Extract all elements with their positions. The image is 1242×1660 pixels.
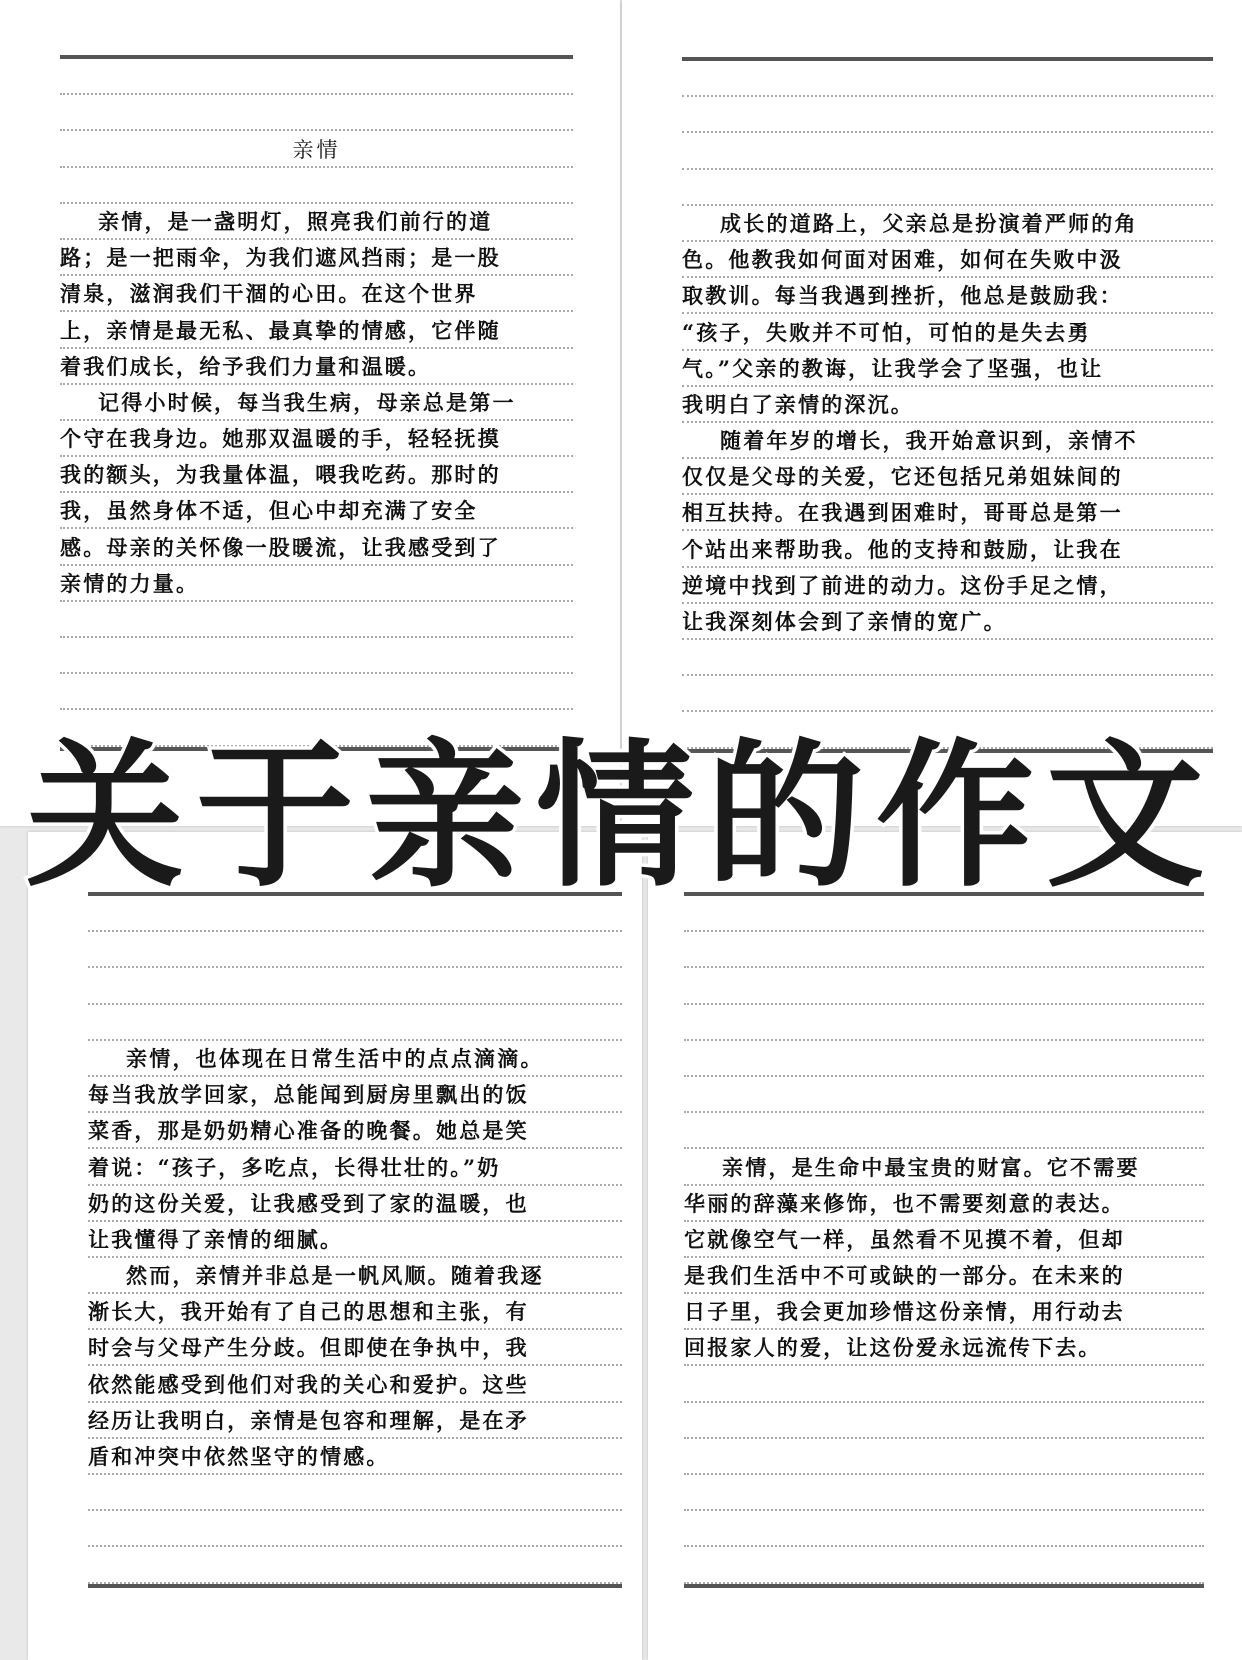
text-line-content: 是我们生活中不可或缺的一部分。在未来的 [684,1263,1125,1289]
text-line-content: 记得小时候，每当我生病，母亲总是第一 [60,389,516,415]
text-line-content: 相互扶持。在我遇到困难时，哥哥总是第一 [682,500,1123,526]
text-line-content: 气。”父亲的教诲，让我学会了坚强，也让 [682,355,1104,381]
text-line [60,493,573,529]
blank-line [88,1547,622,1583]
text-line-content: 盾和冲突中依然坚守的情感。 [88,1444,390,1469]
text-line-content: 感。母亲的关怀像一股暖流，让我感受到了 [60,534,501,560]
text-line [682,423,1213,459]
essay-page-4 [648,832,1242,1660]
bottom-rule [88,1584,622,1588]
blank-line [684,1041,1204,1077]
text-line [684,1186,1204,1222]
text-line [60,276,573,312]
text-line-content: 时会与父母产生分歧。但即使在争执中，我 [88,1335,529,1361]
text-line-content: 亲情，是一盏明灯，照亮我们前行的道 [60,208,493,234]
text-line-content: 经历让我明白，亲情是包容和理解，是在矛 [88,1407,529,1433]
blank-line [682,97,1213,133]
text-line [684,1330,1204,1366]
text-line [60,240,573,276]
text-line-content: 清泉，滋润我们干涸的心田。在这个世界 [60,281,478,307]
text-line-content: 上，亲情是最无私、最真挚的情感，它伴随 [60,317,501,343]
text-line [88,1294,622,1330]
blank-line [88,968,622,1004]
text-line-content: 着我们成长，给予我们力量和温暖。 [60,353,432,379]
blank-line [684,1005,1204,1041]
blank-line [682,133,1213,169]
blank-line [684,1475,1204,1511]
text-line [88,1258,622,1294]
text-line [684,1149,1204,1185]
text-line [684,1294,1204,1330]
text-line-content: 色。他教我如何面对困难，如何在失败中汲 [682,247,1123,273]
text-line-content: 亲情，也体现在日常生活中的点点滴滴。 [88,1045,544,1071]
blank-line [684,1077,1204,1113]
ruled-area [682,57,1213,753]
title-line [60,131,573,167]
text-line [60,349,573,385]
text-line [88,1366,622,1402]
blank-line [684,1547,1204,1583]
blank-line [684,932,1204,968]
blank-line [684,1113,1204,1149]
text-line-content: 渐长大，我开始有了自己的思想和主张，有 [88,1299,529,1325]
text-line [684,1222,1204,1258]
blank-line [88,932,622,968]
blank-line [60,95,573,131]
text-line [60,204,573,240]
text-line-content: 我，虽然身体不适，但心中却充满了安全 [60,498,478,524]
ruled-area [88,892,622,1588]
blank-line [682,170,1213,206]
text-line-content: 每当我放学回家，总能闻到厨房里飘出的饭 [88,1082,529,1108]
blank-line [682,61,1213,97]
text-line [682,495,1213,531]
text-line-content: 随着年岁的增长，我开始意识到，亲情不 [682,428,1138,454]
text-line-content: 奶的这份关爱，让我感受到了家的温暖，也 [88,1190,529,1216]
blank-line [88,1475,622,1511]
text-line-content: 回报家人的爱，让这份爱永远流传下去。 [684,1335,1102,1361]
text-line-content: 我的额头，为我量体温，喂我吃药。那时的 [60,462,501,488]
text-line-content: 然而，亲情并非总是一帆风顺。随着我逐 [88,1263,544,1289]
text-line-content: 让我懂得了亲情的细腻。 [88,1226,344,1252]
text-line [60,566,573,602]
blank-line [60,638,573,674]
blank-line [684,1511,1204,1547]
text-line-content: 着说：“孩子，多吃点，长得壮壮的。”奶 [88,1154,501,1180]
text-line [88,1403,622,1439]
text-line [682,387,1213,423]
text-line [60,421,573,457]
text-line-content: 亲情，是生命中最宝贵的财富。它不需要 [684,1154,1140,1180]
text-line-content: 依然能感受到他们对我的关心和爱护。这些 [88,1371,529,1397]
blank-line [88,1511,622,1547]
essay-page-3 [28,832,642,1660]
text-line [682,459,1213,495]
text-line [60,385,573,421]
text-line [60,529,573,565]
essay-page-1 [0,0,620,826]
blank-line [60,602,573,638]
text-line-content: 取教训。每当我遇到挫折，他总是鼓励我： [682,283,1123,309]
text-line-content: 个站出来帮助我。他的支持和鼓励，让我在 [682,536,1123,562]
text-line [682,278,1213,314]
text-line [60,457,573,493]
text-line [682,242,1213,278]
text-line-content: 华丽的辞藻来修饰，也不需要刻意的表达。 [684,1190,1125,1216]
text-line [88,1113,622,1149]
text-line [88,1186,622,1222]
text-line [682,568,1213,604]
text-line [682,531,1213,567]
blank-line [682,676,1213,712]
blank-line [60,168,573,204]
text-line-content: 让我深刻体会到了亲情的宽广。 [682,609,1007,634]
text-line [682,314,1213,350]
text-line [88,1041,622,1077]
text-line-content: 仅仅是父母的关爱，它还包括兄弟姐妹间的 [682,464,1123,490]
text-line [88,1077,622,1113]
text-line [682,206,1213,242]
text-line-content: 它就像空气一样，虽然看不见摸不着，但却 [684,1226,1125,1252]
text-line [88,1330,622,1366]
ruled-area [684,892,1204,1588]
text-line-content: “孩子，失败并不可怕，可怕的是失去勇 [682,319,1091,345]
text-line-content: 路；是一把雨伞，为我们遮风挡雨；是一股 [60,245,501,271]
blank-line [60,59,573,95]
text-line-content: 个守在我身边。她那双温暖的手，轻轻抚摸 [60,426,501,452]
essay-title: 亲情 [292,137,341,162]
text-line [88,1222,622,1258]
bottom-rule [684,1584,1204,1588]
text-line-content: 亲情的力量。 [60,570,200,596]
banner-title: 关于亲情的作文 [26,725,1216,909]
text-line-content: 菜香，那是奶奶精心准备的晚餐。她总是笑 [88,1118,529,1144]
ruled-area [60,55,573,751]
text-line [88,1439,622,1475]
text-line-content: 成长的道路上，父亲总是扮演着严师的角 [682,210,1138,236]
text-line [682,604,1213,640]
blank-line [684,1439,1204,1475]
text-line [60,312,573,348]
blank-line [682,640,1213,676]
text-line-content: 逆境中找到了前进的动力。这份手足之情， [682,572,1123,598]
blank-line [684,968,1204,1004]
blank-line [684,1403,1204,1439]
text-line [684,1258,1204,1294]
essay-page-2 [622,0,1242,826]
text-line-content: 我明白了亲情的深沉。 [682,391,914,417]
blank-line [88,1005,622,1041]
blank-line [60,674,573,710]
blank-line [684,1366,1204,1402]
text-line [682,351,1213,387]
text-line-content: 日子里，我会更加珍惜这份亲情，用行动去 [684,1299,1125,1325]
text-line [88,1149,622,1185]
